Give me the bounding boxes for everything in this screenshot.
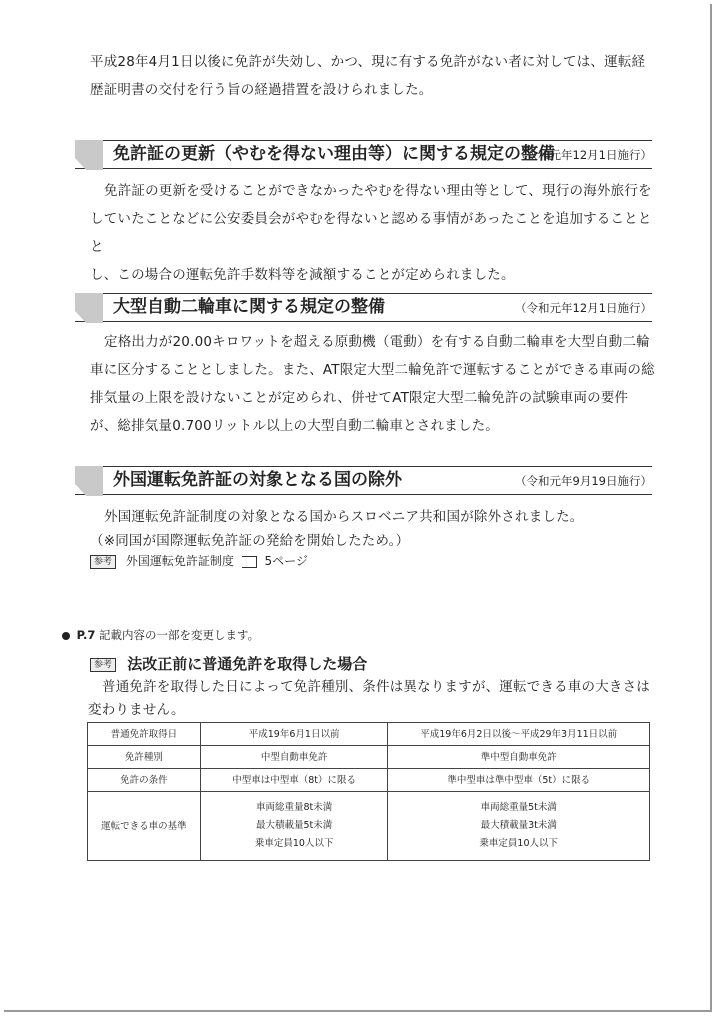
table-row — [88, 792, 650, 861]
table-row — [88, 746, 650, 769]
section-date: （令和元年9月19日施行） — [515, 474, 652, 488]
change-note-text: 記載内容の一部を変更します。 — [99, 628, 260, 642]
subsection-badge: 参考 — [90, 658, 116, 672]
basis-item: 車両総重量8t未満 — [255, 802, 333, 813]
body-line: 普通免許を取得した日によって免許種別、条件は異なりますが、運転できる車の大きさは — [102, 679, 650, 695]
body-line: していたことなどに公安委員会がやむを得ないと認める事情があったことを追加することとと — [90, 211, 652, 255]
reference-text: 外国運転免許証制度 — [125, 554, 234, 568]
table-cell — [388, 792, 650, 861]
pointing-hand-icon — [242, 556, 257, 568]
basis-item: 乗車定員10人以下 — [479, 838, 559, 849]
reference-page: 5ページ — [264, 554, 308, 568]
intro-paragraph — [90, 48, 655, 104]
change-note-page: P.7 — [76, 628, 96, 642]
reference-line — [90, 552, 308, 570]
basis-item: 乗車定員10人以下 — [254, 838, 334, 849]
section-title: 免許証の更新（やむを得ない理由等）に関する規定の整備 — [113, 144, 555, 164]
license-comparison-table — [87, 722, 650, 861]
basis-item: 車両総重量5t未満 — [480, 802, 557, 813]
body-line: 車に区分することとしました。また、AT限定大型二輪免許で運転することができる車両の総 — [90, 362, 655, 378]
table-cell: 準中型車は準中型車（5t）に限る — [388, 769, 650, 792]
section-foreign-license — [75, 466, 652, 508]
section-title: 大型自動二輪車に関する規定の整備 — [113, 297, 385, 317]
table-header-row — [88, 723, 650, 746]
body-line: 外国運転免許証制度の対象となる国からスロベニア共和国が除外されました。 — [104, 509, 584, 525]
body-line: 変わりません。 — [88, 702, 185, 718]
body-line: が、総排気量0.700リットル以上の大型自動二輪車とされました。 — [90, 418, 500, 434]
section-date: （令和元年12月1日施行） — [515, 148, 652, 162]
intro-line: 歴証明書の交付を行う旨の経過措置を設けられました。 — [90, 82, 433, 98]
basis-item: 最大積載量5t未満 — [255, 820, 333, 831]
table-cell: 運転できる車の基準 — [88, 792, 201, 861]
table-cell: 普通免許取得日 — [88, 723, 201, 746]
body-line: し、この場合の運転免許手数料等を減額することが定められました。 — [90, 267, 515, 283]
table-cell: 中型車は中型車（8t）に限る — [200, 769, 388, 792]
subsection-body — [88, 676, 653, 722]
table-cell: 準中型自動車免許 — [388, 746, 650, 769]
basis-item: 最大積載量3t未満 — [480, 820, 557, 831]
section-date: （令和元年12月1日施行） — [515, 301, 652, 315]
section-body — [90, 505, 655, 553]
reference-badge: 参考 — [90, 555, 116, 569]
body-line: 定格出力が20.00キロワットを超える原動機（電動）を有する自動二輪車を大型自動二輪 — [104, 334, 650, 350]
table-row — [88, 769, 650, 792]
body-line: 排気量の上限を設けないことが定められ、併せてAT限定大型二輪免許の試験車両の要件 — [90, 390, 629, 406]
bullet-icon — [62, 632, 70, 640]
table-cell: 免許の条件 — [88, 769, 201, 792]
table-cell — [200, 792, 388, 861]
intro-line: 平成28年4月1日以後に免許が失効し、かつ、現に有する免許がない者に対しては、運転経 — [90, 54, 646, 70]
subsection-title: 法改正前に普通免許を取得した場合 — [127, 655, 368, 673]
change-note — [62, 626, 259, 644]
table-cell: 中型自動車免許 — [200, 746, 388, 769]
section-body — [90, 177, 655, 289]
table-cell: 平成19年6月2日以後～平成29年3月11日以前 — [388, 723, 650, 746]
subsection-heading — [90, 653, 367, 675]
section-title: 外国運転免許証の対象となる国の除外 — [113, 470, 402, 490]
table-cell: 平成19年6月1日以前 — [200, 723, 388, 746]
section-license-renewal — [75, 140, 652, 182]
body-line: （※同国が国際運転免許証の発給を開始したため。） — [90, 533, 410, 549]
body-line: 免許証の更新を受けることができなかったやむを得ない理由等として、現行の海外旅行を — [104, 183, 652, 199]
table-cell: 免許種別 — [88, 746, 201, 769]
section-body — [90, 328, 655, 440]
